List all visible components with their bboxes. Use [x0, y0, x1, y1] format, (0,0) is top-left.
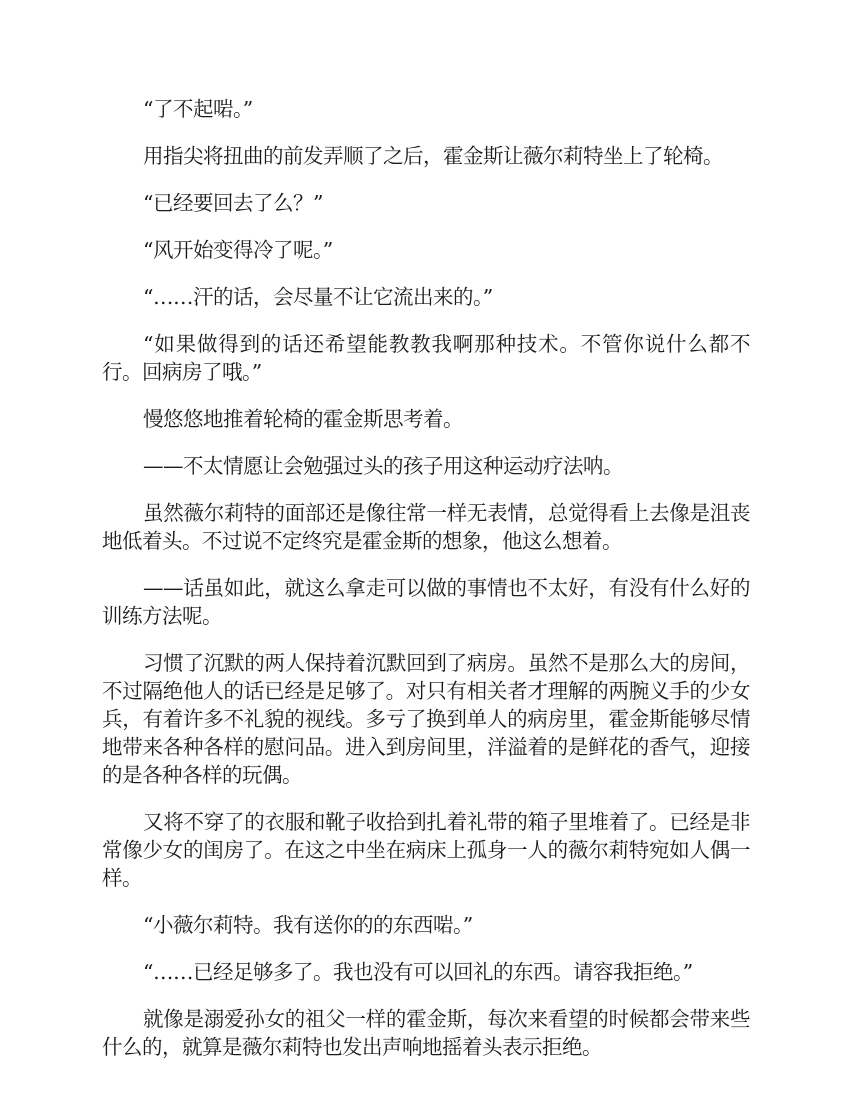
- document-page: [102, 95, 750, 1080]
- paragraph: “已经要回去了么？”: [143, 191, 323, 215]
- paragraph: “小薇尔莉特。我有送你的的东西啱。”: [143, 913, 473, 937]
- paragraph: 用指尖将扭曲的前发弄顺了之后，霍金斯让薇尔莉特坐上了轮椅。: [143, 144, 723, 168]
- paragraph: “了不起啱。”: [143, 97, 253, 121]
- paragraph: ——不太情愿让会勉强过头的孩子用这种运动疗法呐。: [143, 454, 623, 478]
- paragraph: “风开始变得冷了呢。”: [143, 238, 333, 262]
- paragraph: 慢悠悠地推着轮椅的霍金斯思考着。: [143, 407, 463, 431]
- paragraph: 就像是溺爱孙女的祖父一样的霍金斯，每次来看望的时候都会带来些什么的，就算是薇尔莉特也发出声响地摇着头表示拒绝。: [102, 1007, 750, 1059]
- paragraph: 虽然薇尔莉特的面部还是像往常一样无表情，总觉得看上去像是沮丧地低着头。不过说不定终究是霍金斯的想象，他这么想着。: [102, 501, 750, 553]
- paragraph: “……已经足够多了。我也没有可以回礼的东西。请容我拒绝。”: [143, 960, 693, 984]
- paragraph: “如果做得到的话还希望能教教我啊那种技术。不管你说什么都不行。回病房了哦。”: [102, 332, 750, 384]
- paragraph: ——话虽如此，就这么拿走可以做的事情也不太好，有没有什么好的训练方法呢。: [102, 576, 750, 628]
- paragraph: “……汗的话，会尽量不让它流出来的。”: [143, 285, 493, 309]
- paragraph: 又将不穿了的衣服和靴子收拾到扎着礼带的箱子里堆着了。已经是非常像少女的闺房了。在这之中坐在病床上孤身一人的薇尔莉特宛如人偶一样。: [102, 810, 750, 890]
- paragraph: 习惯了沉默的两人保持着沉默回到了病房。虽然不是那么大的房间，不过隔绝他人的话已经是足够了。对只有相关者才理解的两腕义手的少女兵，有着许多不礼貌的视线。多亏了换到单人的病房里，霍金斯能够尽情地带来各种各样的慰问品。进入到房间里，洋溢着的是鲜花的香气，迎接的是各种各样的玩偶。: [102, 651, 750, 787]
